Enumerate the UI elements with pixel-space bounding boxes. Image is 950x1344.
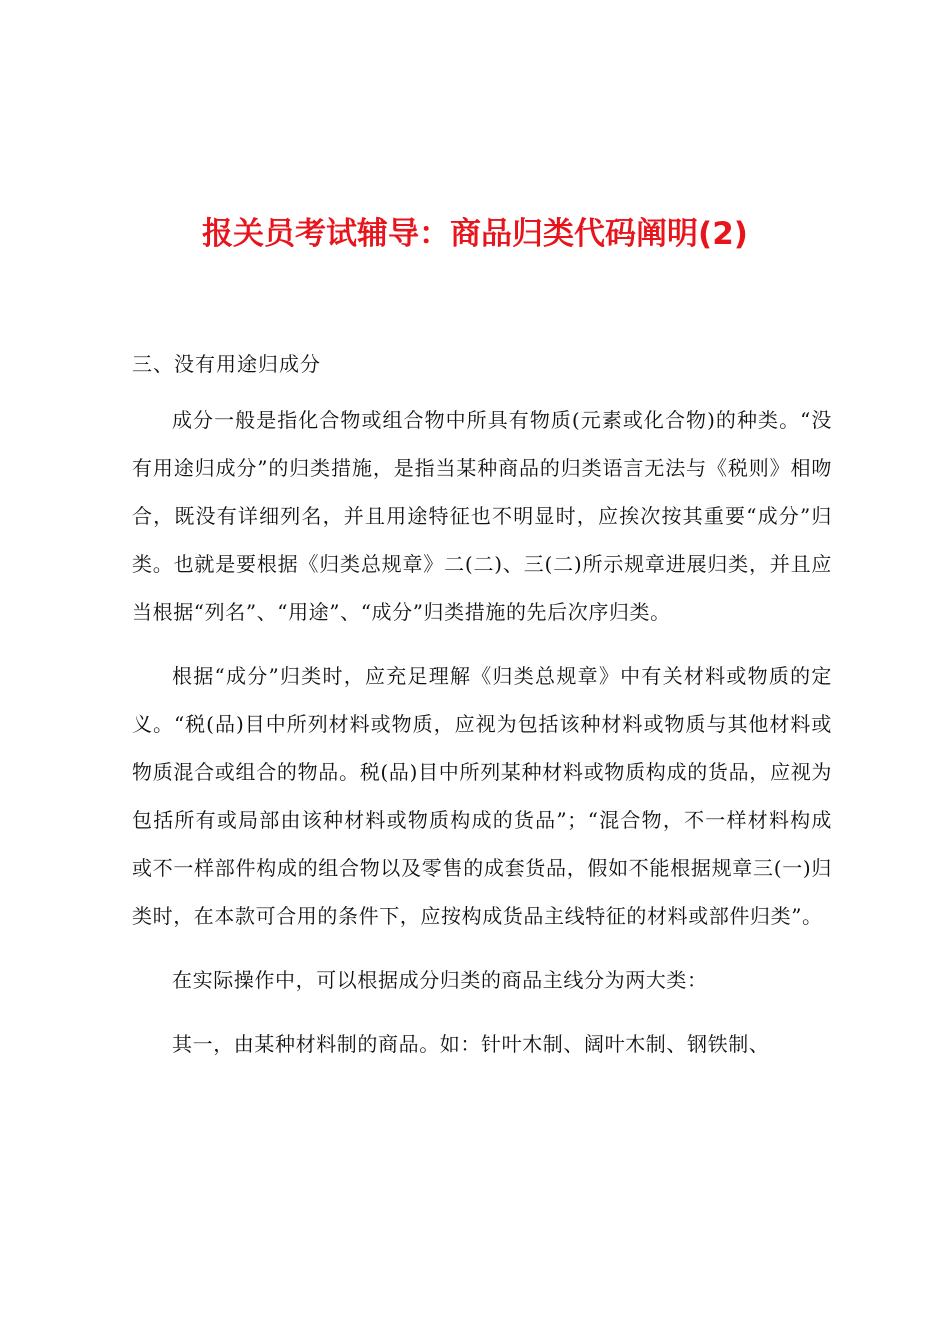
section-heading: 三、没有用途归成分 xyxy=(132,352,321,376)
document-body xyxy=(132,346,832,1084)
paragraph: 成分一般是指化合物或组合物中所具有物质(元素或化合物)的种类。“没有用途归成分”的归类措施，是指当某种商品的归类语言无法与《税则》相吻合，既没有详细列名，并且用途特征也不明显时，应挨次按其重要“成分”归类。也就是要根据《归类总规章》二(二)、三(二)所示规章进展归类，并且应当根据“列名”、“用途”、“成分”归类措施的先后次序归类。 xyxy=(132,408,832,624)
paragraph: 其一，由某种材料制的商品。如：针叶木制、阔叶木制、钢铁制、 xyxy=(172,1032,770,1056)
paragraph: 在实际操作中，可以根据成分归类的商品主线分为两大类： xyxy=(172,968,708,992)
paragraph: 根据“成分”归类时，应充足理解《归类总规章》中有关材料或物质的定义。“税(品)目中所列材料或物质，应视为包括该种材料或物质与其他材料或物质混合或组合的物品。税(品)目中所列某种材料或物质构成的货品，应视为包括所有或局部由该种材料或物质构成的货品”；“混合物，不一样材料构成或不一样部件构成的组合物以及零售的成套货品，假如不能根据规章三(一)归类时，在本款可合用的条件下，应按构成货品主线特征的材料或部件归类”。 xyxy=(132,664,832,928)
document-title: 报关员考试辅导：商品归类代码阐明(2) xyxy=(202,216,748,252)
